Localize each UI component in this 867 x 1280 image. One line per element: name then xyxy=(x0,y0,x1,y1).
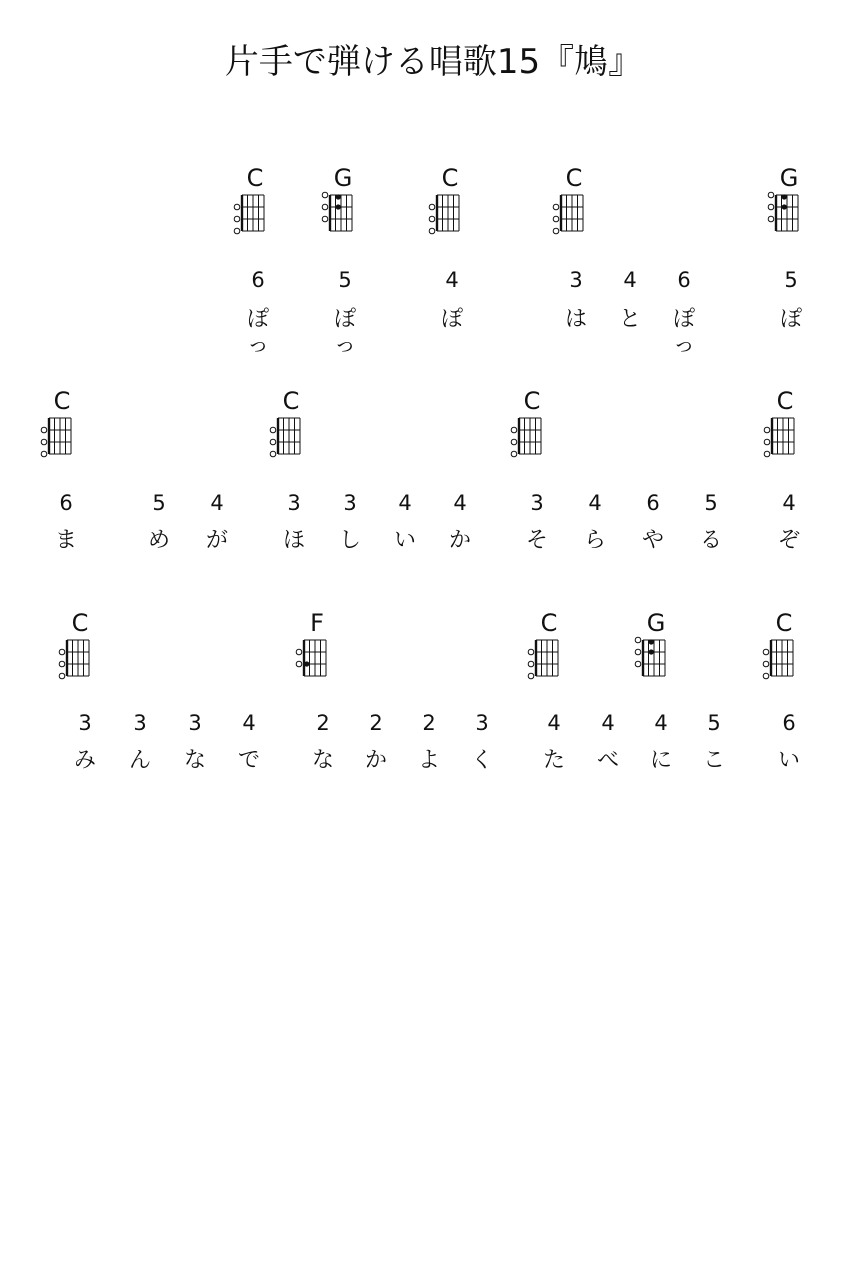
open-string-marker xyxy=(59,649,65,655)
finger-dot xyxy=(336,194,341,199)
lyric-syllable: よ xyxy=(417,748,440,773)
open-string-marker xyxy=(296,649,302,655)
note-number: 2 xyxy=(316,711,330,735)
note-number: 4 xyxy=(453,491,467,515)
lyric-syllable: が xyxy=(205,528,228,553)
note-number: 5 xyxy=(707,711,721,735)
open-string-marker xyxy=(528,649,534,655)
chord-name: G xyxy=(779,164,799,192)
chord-diagram xyxy=(744,610,824,690)
note-number: 3 xyxy=(287,491,301,515)
note-number: 6 xyxy=(251,268,265,292)
chord-name: G xyxy=(333,164,353,192)
open-string-marker xyxy=(553,228,559,234)
open-string-marker xyxy=(322,216,328,222)
chord-name: C xyxy=(71,609,89,637)
chord-grid xyxy=(410,193,490,239)
open-string-marker xyxy=(511,427,517,433)
open-string-marker xyxy=(41,451,47,457)
note-number: 2 xyxy=(422,711,436,735)
open-string-marker xyxy=(234,204,240,210)
note-number: 4 xyxy=(547,711,561,735)
lyric-syllable: い xyxy=(777,748,800,773)
finger-dot xyxy=(782,194,787,199)
chord-grid xyxy=(492,416,572,462)
chord-grid xyxy=(745,416,825,462)
chord-name: C xyxy=(776,387,794,415)
open-string-marker xyxy=(553,216,559,222)
open-string-marker xyxy=(511,451,517,457)
lyric-syllable: な xyxy=(311,748,334,773)
note-number: 5 xyxy=(784,268,798,292)
note-number: 3 xyxy=(188,711,202,735)
chord-name: C xyxy=(441,164,459,192)
chord-grid xyxy=(303,193,383,239)
finger-dot xyxy=(304,661,309,666)
lyric-syllable: ん xyxy=(128,748,151,773)
finger-dot xyxy=(782,204,787,209)
open-string-marker xyxy=(768,216,774,222)
open-string-marker xyxy=(429,216,435,222)
chord-name: F xyxy=(310,609,324,637)
note-number: 5 xyxy=(152,491,166,515)
chord-diagram xyxy=(40,610,120,690)
open-string-marker xyxy=(635,649,641,655)
lyric-syllable: し xyxy=(338,528,361,553)
lyric-syllable: で xyxy=(237,748,260,773)
open-string-marker xyxy=(234,228,240,234)
note-number: 5 xyxy=(704,491,718,515)
note-number: 2 xyxy=(369,711,383,735)
open-string-marker xyxy=(763,673,769,679)
chord-diagram xyxy=(534,165,614,245)
open-string-marker xyxy=(764,451,770,457)
open-string-marker xyxy=(429,204,435,210)
chord-diagram xyxy=(509,610,589,690)
chord-name: C xyxy=(540,609,558,637)
open-string-marker xyxy=(234,216,240,222)
lyric-syllable: ぽっ xyxy=(672,307,695,358)
open-string-marker xyxy=(528,661,534,667)
chord-grid xyxy=(277,638,357,684)
chord-diagram xyxy=(251,388,331,468)
chord-name: G xyxy=(646,609,666,637)
open-string-marker xyxy=(511,439,517,445)
lyric-syllable: ぽ xyxy=(440,307,463,332)
open-string-marker xyxy=(41,427,47,433)
note-number: 4 xyxy=(654,711,668,735)
lyric-syllable: ぞ xyxy=(777,528,800,553)
note-number: 4 xyxy=(782,491,796,515)
note-number: 3 xyxy=(530,491,544,515)
chord-grid xyxy=(509,638,589,684)
note-number: 6 xyxy=(646,491,660,515)
open-string-marker xyxy=(763,649,769,655)
lyric-syllable: べ xyxy=(596,748,619,773)
chord-diagram xyxy=(215,165,295,245)
lyric-syllable: め xyxy=(147,528,170,553)
note-number: 4 xyxy=(588,491,602,515)
lyric-syllable: は xyxy=(564,307,587,332)
finger-dot xyxy=(336,204,341,209)
note-number: 4 xyxy=(398,491,412,515)
chord-diagram xyxy=(616,610,696,690)
open-string-marker xyxy=(270,427,276,433)
open-string-marker xyxy=(635,661,641,667)
open-string-marker xyxy=(764,439,770,445)
open-string-marker xyxy=(763,661,769,667)
chord-diagram xyxy=(277,610,357,690)
note-number: 3 xyxy=(475,711,489,735)
chord-diagram xyxy=(22,388,102,468)
lyric-syllable: な xyxy=(183,748,206,773)
chord-grid xyxy=(251,416,331,462)
open-string-marker xyxy=(768,204,774,210)
lyric-syllable: た xyxy=(542,748,565,773)
open-string-marker xyxy=(429,228,435,234)
note-number: 3 xyxy=(133,711,147,735)
open-string-marker xyxy=(322,204,328,210)
lyric-syllable: ら xyxy=(583,528,606,553)
note-number: 4 xyxy=(242,711,256,735)
lyric-syllable: ぽっ xyxy=(246,307,269,358)
open-string-marker xyxy=(270,439,276,445)
lyric-syllable: か xyxy=(364,748,387,773)
chord-grid xyxy=(616,638,696,684)
lyric-syllable: ま xyxy=(54,528,77,553)
note-number: 6 xyxy=(782,711,796,735)
open-string-marker xyxy=(553,204,559,210)
page-title: 片手で弾ける唱歌15『鳩』 xyxy=(224,42,643,82)
chord-name: C xyxy=(565,164,583,192)
note-number: 4 xyxy=(601,711,615,735)
lyric-syllable: ぽっ xyxy=(333,307,356,358)
lyric-syllable: や xyxy=(641,528,664,553)
lyric-syllable: そ xyxy=(525,528,548,553)
lyric-syllable: く xyxy=(470,748,493,773)
chord-name: C xyxy=(53,387,71,415)
note-number: 4 xyxy=(210,491,224,515)
chord-name: C xyxy=(775,609,793,637)
note-number: 4 xyxy=(445,268,459,292)
open-string-marker xyxy=(41,439,47,445)
chord-diagram xyxy=(745,388,825,468)
note-number: 3 xyxy=(343,491,357,515)
open-string-marker xyxy=(635,637,641,643)
lyric-syllable: ほ xyxy=(282,528,305,553)
note-number: 3 xyxy=(569,268,583,292)
chord-name: C xyxy=(523,387,541,415)
open-string-marker xyxy=(270,451,276,457)
chord-grid xyxy=(22,416,102,462)
chord-name: C xyxy=(282,387,300,415)
chord-name: C xyxy=(246,164,264,192)
note-number: 6 xyxy=(677,268,691,292)
note-number: 3 xyxy=(78,711,92,735)
chord-diagram xyxy=(410,165,490,245)
lyric-syllable: か xyxy=(448,528,471,553)
open-string-marker xyxy=(764,427,770,433)
chord-grid xyxy=(749,193,829,239)
lyric-syllable: い xyxy=(393,528,416,553)
note-number: 4 xyxy=(623,268,637,292)
lyric-syllable: ぽ xyxy=(779,307,802,332)
lyric-syllable: と xyxy=(618,307,641,332)
chord-diagram xyxy=(492,388,572,468)
note-number: 5 xyxy=(338,268,352,292)
finger-dot xyxy=(649,639,654,644)
chord-grid xyxy=(215,193,295,239)
open-string-marker xyxy=(322,192,328,198)
open-string-marker xyxy=(59,673,65,679)
note-number: 6 xyxy=(59,491,73,515)
lyric-syllable: み xyxy=(73,748,96,773)
lyric-syllable: に xyxy=(649,748,672,773)
lyric-syllable: る xyxy=(699,528,722,553)
open-string-marker xyxy=(296,661,302,667)
chord-grid xyxy=(744,638,824,684)
chord-diagram xyxy=(303,165,383,245)
open-string-marker xyxy=(768,192,774,198)
lyric-syllable: こ xyxy=(702,748,725,773)
chord-grid xyxy=(40,638,120,684)
finger-dot xyxy=(649,649,654,654)
open-string-marker xyxy=(528,673,534,679)
chord-diagram xyxy=(749,165,829,245)
chord-grid xyxy=(534,193,614,239)
open-string-marker xyxy=(59,661,65,667)
